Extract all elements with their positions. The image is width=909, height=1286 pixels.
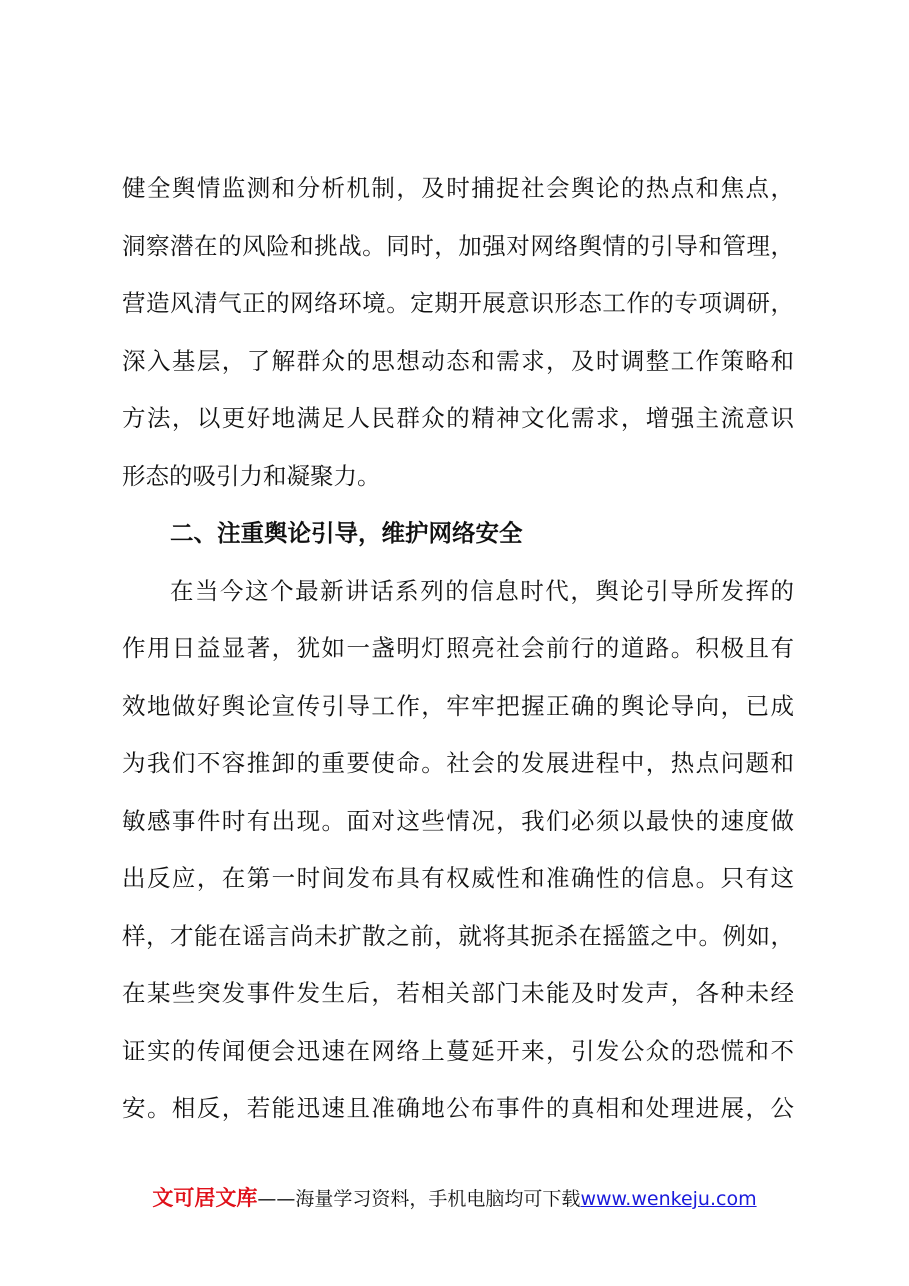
text-line: 在当今这个最新讲话系列的信息时代，舆论引导所发挥的 <box>170 576 794 605</box>
text-line: 作用日益显著，犹如一盏明灯照亮社会前行的道路。积极且有 <box>122 634 794 662</box>
text-line: 样，才能在谣言尚未扩散之前，就将其扼杀在摇篮之中。例如， <box>122 921 794 950</box>
document-body <box>122 160 794 1138</box>
text-line: 洞察潜在的风险和挑战。同时，加强对网络舆情的引导和管理， <box>122 231 794 260</box>
text-line: 形态的吸引力和凝聚力。 <box>122 461 381 490</box>
footer-site-link[interactable]: www.wenkeju.com <box>580 1188 757 1210</box>
text-line: 深入基层，了解群众的思想动态和需求，及时调整工作策略和 <box>122 346 794 375</box>
page-footer <box>0 1182 909 1212</box>
paragraph-2 <box>122 563 794 1138</box>
footer-brand: 文可居文库 <box>152 1186 258 1210</box>
footer-tagline: ——海量学习资料，手机电脑均可下载 <box>257 1188 581 1210</box>
text-line: 安。相反，若能迅速且准确地公布事件的真相和处理进展，公 <box>122 1094 794 1122</box>
section-heading: 二、注重舆论引导，维护网络安全 <box>170 519 523 547</box>
text-line: 营造风清气正的网络环境。定期开展意识形态工作的专项调研， <box>122 289 794 317</box>
text-line: 效地做好舆论宣传引导工作，牢牢把握正确的舆论导向，已成 <box>122 691 794 720</box>
text-line: 在某些突发事件发生后，若相关部门未能及时发声，各种未经 <box>122 979 794 1007</box>
text-line: 证实的传闻便会迅速在网络上蔓延开来，引发公众的恐慌和不 <box>122 1036 794 1065</box>
text-line: 方法，以更好地满足人民群众的精神文化需求，增强主流意识 <box>122 404 794 432</box>
text-line: 为我们不容推卸的重要使命。社会的发展进程中，热点问题和 <box>122 749 794 777</box>
paragraph-1 <box>122 160 794 505</box>
text-line: 出反应，在第一时间发布具有权威性和准确性的信息。只有这 <box>122 864 794 892</box>
text-line: 敏感事件时有出现。面对这些情况，我们必须以最快的速度做 <box>122 806 794 835</box>
text-line: 健全舆情监测和分析机制，及时捕捉社会舆论的热点和焦点， <box>122 174 794 202</box>
